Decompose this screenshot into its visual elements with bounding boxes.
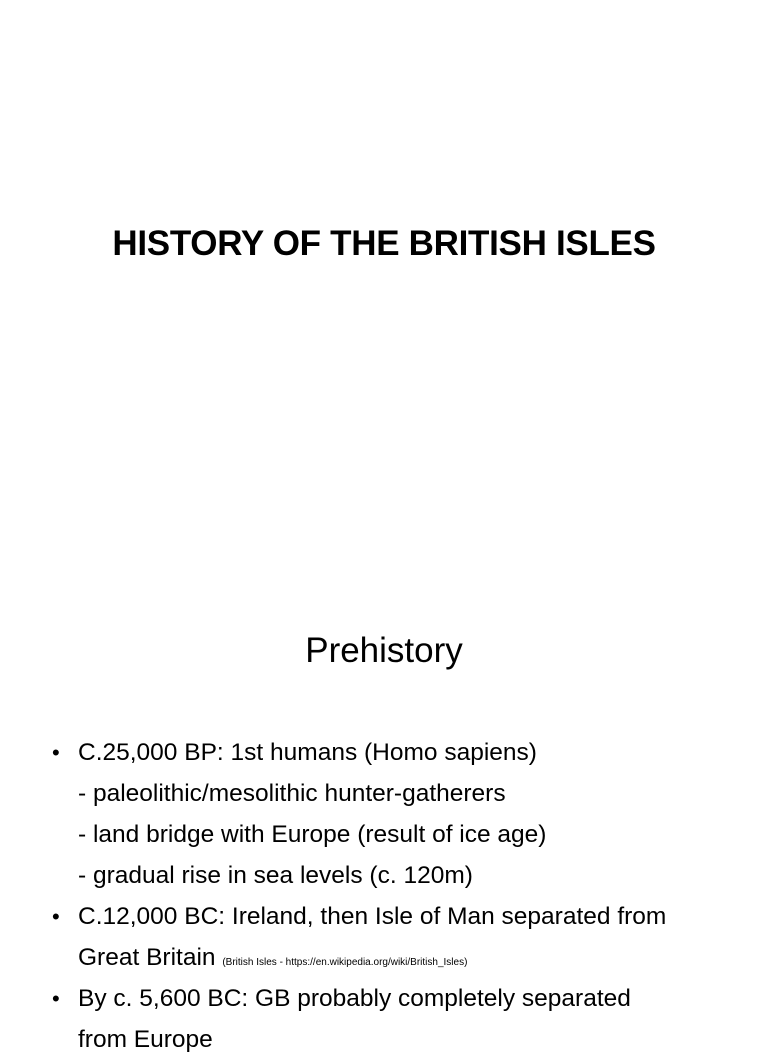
sub-item-text: - land bridge with Europe (result of ice age)	[78, 821, 547, 848]
bullet-item	[0, 732, 768, 773]
bullet-item	[0, 896, 768, 937]
bullet-icon: •	[52, 740, 60, 765]
bullet-item	[0, 978, 768, 1019]
bullet-continuation-text: from Europe	[78, 1026, 213, 1053]
bullet-continuation	[0, 1019, 768, 1060]
bullet-continuation	[0, 937, 768, 978]
bullet-continuation-text: Great Britain	[78, 944, 216, 971]
sub-item-text: - gradual rise in sea levels (c. 120m)	[78, 862, 473, 889]
bullet-text: C.12,000 BC: Ireland, then Isle of Man separated from	[78, 903, 667, 930]
bullet-icon: •	[52, 904, 60, 929]
sub-item	[0, 773, 768, 814]
sub-item	[0, 855, 768, 896]
bullet-text: C.25,000 BP: 1st humans (Homo sapiens)	[78, 739, 537, 766]
bullet-text: By c. 5,600 BC: GB probably completely separated	[78, 985, 631, 1012]
sub-item-text: - paleolithic/mesolithic hunter-gatherers	[78, 780, 506, 807]
bullet-list	[0, 732, 768, 1060]
citation: (British Isles - https://en.wikipedia.org/wiki/British_Isles)	[222, 957, 468, 968]
main-title: HISTORY OF THE BRITISH ISLES	[112, 224, 656, 263]
bullet-icon: •	[52, 986, 60, 1011]
sub-item	[0, 814, 768, 855]
section-title: Prehistory	[305, 631, 463, 670]
